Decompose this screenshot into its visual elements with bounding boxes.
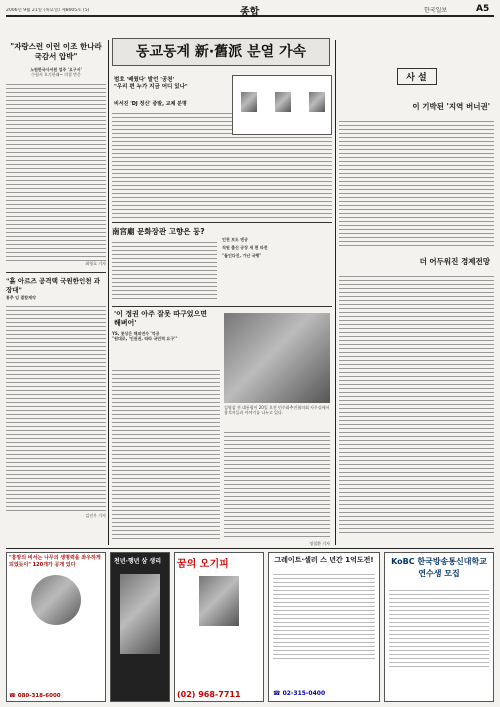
column-divider <box>108 40 109 545</box>
paper-name: 한국일보 <box>424 7 448 14</box>
page-number: A5 <box>476 4 490 14</box>
ad-1-phone: ☎ 080-318-6000 <box>9 693 61 699</box>
left-headline: "자랑스런 이런 이조 한나라 국감서 압박" <box>10 42 102 61</box>
portrait-photo <box>241 92 257 112</box>
main-headline: 동교동계 新·舊派 분열 가속 <box>112 38 330 66</box>
left-byline-2: 김진우 기자 <box>85 513 106 518</box>
main-sub-3: 비서진 'DJ 정신' 증발, 교체 분명 <box>114 101 187 107</box>
story3-body <box>112 239 217 301</box>
portrait-photo <box>275 92 291 112</box>
issue-info: 2006년 9월 21일 (목요일) 제8005호 (5) <box>6 8 90 13</box>
ad-5-body <box>389 587 489 667</box>
left-headline-2: "흙 아르즈 공격택 국원한인천 과장대" <box>6 272 106 295</box>
editorial <box>339 40 494 545</box>
ad-2 <box>110 552 170 702</box>
main-sub-1: 범호 '배웠다' 발언 '공천' <box>114 77 175 83</box>
left-body-2 <box>6 303 106 513</box>
ad-5 <box>384 552 494 702</box>
ad-1-text: "흥망의 비서는 나무의 생명력을 좌우하게 되었듯이" 120개가 공개 있다 <box>9 555 101 568</box>
editorial-body-1 <box>339 118 494 248</box>
ad-1 <box>6 552 106 702</box>
ad-1-image <box>31 575 81 625</box>
story3 <box>112 222 332 304</box>
section-title: 종합 <box>240 7 260 18</box>
editorial-title-1: 이 기박된 '지역 버너권' <box>412 102 490 111</box>
story3-sub3: "돌인다진, 가난 국행" <box>222 253 262 258</box>
ad-4 <box>268 552 380 702</box>
editorial-divider <box>335 40 336 545</box>
ad-4-text: 그레이트·셀러 스 년간 1억도전! <box>274 556 374 564</box>
editorial-section: 사 설 <box>397 68 437 85</box>
story3-headline: 南宮廟 문화장관 고향은 둥? <box>112 227 205 236</box>
story2-photo <box>224 313 330 403</box>
story2-sub2: "원대로, '인권권, 따라 국민적 요구'" <box>112 336 178 341</box>
ad-4-body <box>273 571 375 661</box>
story3-sub1: 인천 보도 엔공 <box>222 237 248 242</box>
ad-3-phone: (02) 968-7711 <box>177 690 241 699</box>
ad-3-image <box>199 576 239 626</box>
story2-headline: '이 정권 아주 잘못 따구었으면 해벼어' <box>114 310 208 327</box>
story2-caption: 김영삼 전 대통령이 20일 오전 민주화추진협의회 사무실에서 참석자들과 이야기를 나누고 있다. <box>224 405 330 415</box>
story2 <box>112 306 332 546</box>
ad-4-phone: ☎ 02-315-0400 <box>273 690 326 697</box>
editorial-title-2: 더 어두워진 경제전망 <box>419 257 490 266</box>
story2-body-2 <box>224 429 330 539</box>
ad-2-text: 천년·행년 삼 생리 <box>114 558 162 565</box>
editorial-body-2 <box>339 273 494 533</box>
left-kicker-2: 통추 임 결합제약 <box>6 295 36 300</box>
left-kicker: 노원한국사서원 업주 '요구서' <box>30 67 82 72</box>
ads-divider <box>6 548 494 549</box>
left-column <box>6 40 106 545</box>
ad-3 <box>174 552 264 702</box>
masthead <box>6 3 494 17</box>
left-sub: 수험서 오기한래~ 의결 반응 <box>31 72 81 77</box>
left-byline: 최영호 기자 <box>85 261 106 266</box>
left-body <box>6 81 106 261</box>
main-sub-2: "우리 편 누가 지금 어디 있나" <box>114 84 188 90</box>
story2-byline: 정철환 기자 <box>309 541 330 546</box>
ad-2-image <box>120 574 160 654</box>
story3-sub2: 직원 출신 공장 세 편 타전 <box>222 245 268 250</box>
story2-sub1: YS, 롯상은 해외연수 '억공 <box>112 331 160 336</box>
portrait-photo <box>309 92 325 112</box>
story2-body <box>112 367 220 542</box>
ad-3-text: 꿈의 오기피 <box>177 559 229 570</box>
photo-chart <box>232 75 332 135</box>
ad-5-text: KoBC 한국방송통신대학교 연수생 모집 <box>391 557 487 578</box>
